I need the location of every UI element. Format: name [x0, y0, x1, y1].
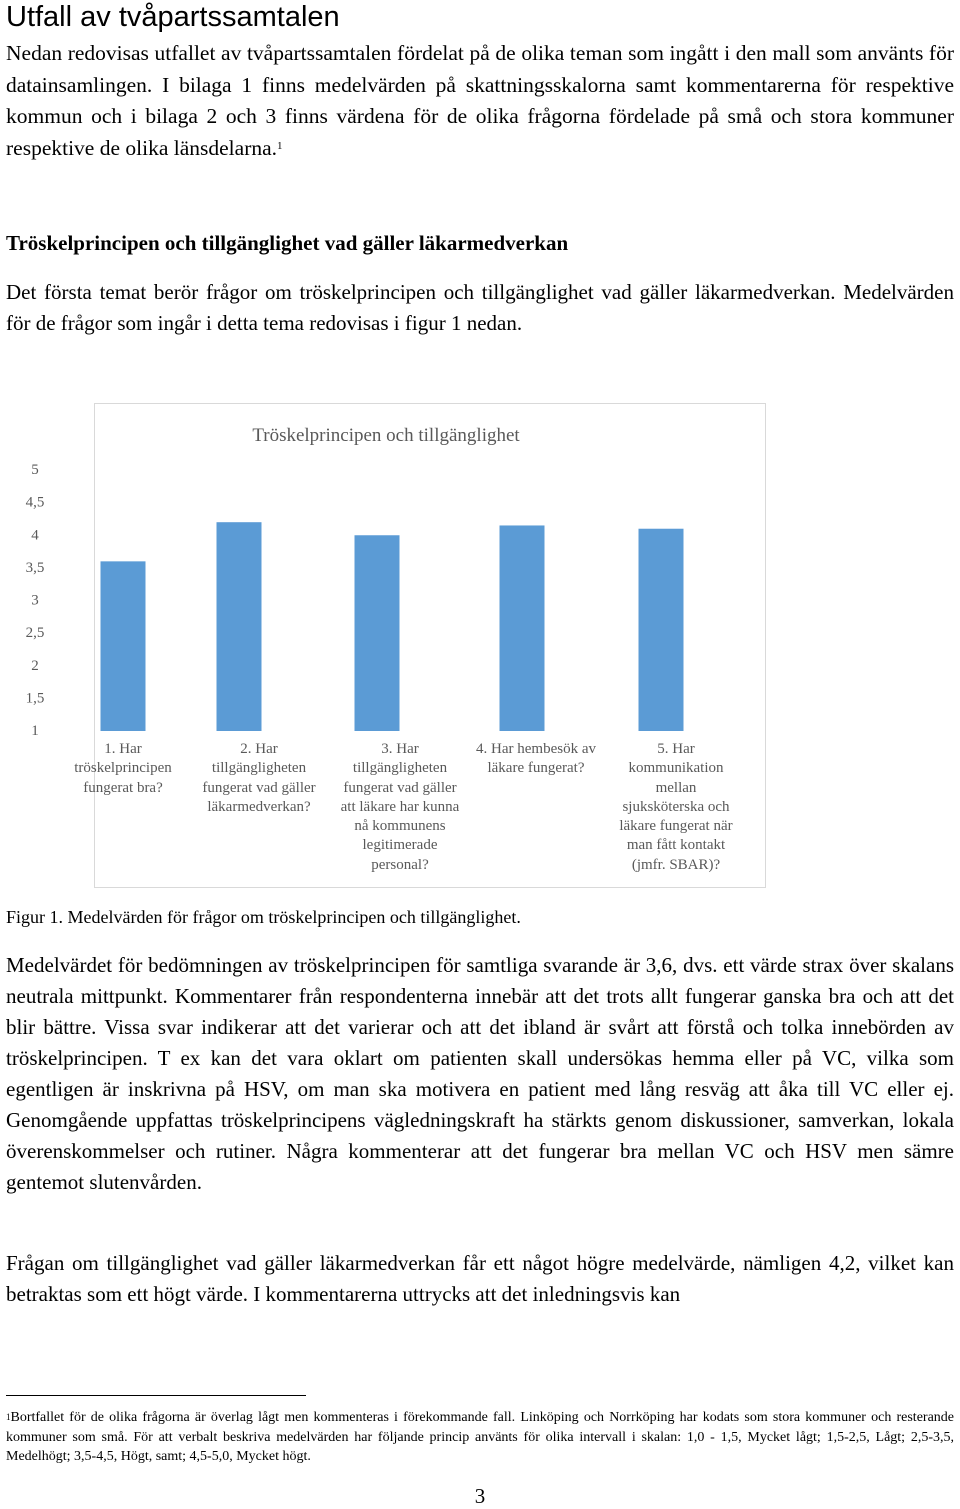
bar	[101, 561, 146, 731]
y-tick-label: 4	[31, 527, 39, 544]
bar	[355, 535, 400, 731]
y-tick-label: 2	[31, 657, 39, 674]
page-title: Utfall av tvåpartssamtalen	[6, 1, 340, 33]
chart-title: Tröskelprincipen och tillgänglighet	[252, 425, 520, 446]
body-paragraph-1: Medelvärdet för bedömningen av tröskelprincipen för samtliga svarande är 3,6, dvs. ett värde strax över skalans neutrala mittpunkt. Kommentarer från respondenterna innebär att det trots allt fungerar ganska bra och att det blir bättre. Vissa svar indikerar att det varierar och att det ibland är svårt att förstå och tolka innebörden av tröskelprincipen. T ex kan det vara oklart om patienten skall undersökas hemma eller på VC, vilka som egentligen är inskrivna på HSV, om man ska motivera en patient med lång resväg att åka till VC eller ej. Genomgående uppfattas tröskelprincipens vägledningskraft ha stärkts genom diskussioner, samverkan, lokala överenskommelser och rutiner. Några kommenterar att det fungerar bra mellan VC och HSV men sämre gentemot slutenvården.	[6, 953, 954, 1194]
section-intro: Det första temat berör frågor om tröskelprincipen och tillgänglighet vad gäller läkarmedverkan. Medelvärden för de frågor som ingår i detta tema redovisas i figur 1 nedan.	[6, 280, 954, 335]
figure-caption: Figur 1. Medelvärden för frågor om tröskelprincipen och tillgänglighet.	[6, 907, 521, 927]
y-tick-label: 3,5	[25, 559, 45, 576]
body-paragraph-2: Frågan om tillgänglighet vad gäller läkarmedverkan får ett något högre medelvärde, nämligen 4,2, vilket kan betraktas som ett högt värde. I kommentarerna uttrycks att det inledningsvis kan	[6, 1251, 954, 1306]
footnote-number: 1	[6, 1412, 11, 1422]
y-axis	[0, 440, 94, 740]
bar	[500, 525, 545, 731]
section-heading: Tröskelprincipen och tillgänglighet vad gäller läkarmedverkan	[6, 231, 569, 255]
x-tick-label: 2. Har tillgängligheten fungerat vad gäller läkarmedverkan?	[202, 741, 316, 815]
x-tick-label: 5. Har kommunikation mellan sjuksköterska och läkare fungerat när man fått kontakt (jmfr. SBAR)?	[619, 741, 733, 873]
y-tick-label: 1	[31, 723, 39, 739]
intro-text: Nedan redovisas utfallet av tvåpartssamtalen fördelat på de olika teman som ingått i den mall som använts för datainsamlingen. I bilaga 1 finns medelvärden på skattningsskalorna samt kommentarerna för respektive kommun och i bilaga 2 och 3 finns värdena för de olika frågorna fördelade på små och stora kommuner respektive de olika länsdelarna.	[6, 41, 954, 160]
y-tick-label: 3	[31, 592, 39, 609]
page-number: 3	[474, 1484, 486, 1508]
footnote	[6, 1408, 954, 1467]
x-tick-label: 1. Har tröskelprincipen fungerat bra?	[74, 741, 172, 796]
footnote-ref[interactable]: 1	[277, 139, 283, 152]
y-tick-label: 2,5	[25, 625, 45, 642]
bar	[217, 522, 262, 731]
bar	[639, 529, 684, 731]
footnote-text: Bortfallet för de olika frågorna är överlag lågt men kommenteras i förekommande fall. Linköping och Norrköping har kodats som stora kommuner och resterande kommuner som små. För att verbalt beskriva medelvärden har följande princip använts för olika intervall i skalan: 1,0 - 1,5, Mycket lågt; 1,5-2,5, Lågt; 2,5-3,5, Medelhögt; 3,5-4,5, Högt, samt; 4,5-5,0, Mycket högt.	[6, 1410, 954, 1464]
y-tick-label: 4,5	[25, 494, 45, 511]
footnote-divider	[6, 1395, 306, 1396]
y-tick-label: 1,5	[25, 690, 45, 707]
x-tick-label: 4. Har hembesök av läkare fungerat?	[476, 741, 596, 777]
intro-paragraph	[6, 38, 954, 164]
bar-chart	[74, 403, 766, 888]
y-tick-label: 5	[31, 462, 39, 478]
x-tick-label: 3. Har tillgängligheten fungerat vad gäller att läkare har kunna nå kommunens legitimerade personal?	[340, 741, 460, 873]
